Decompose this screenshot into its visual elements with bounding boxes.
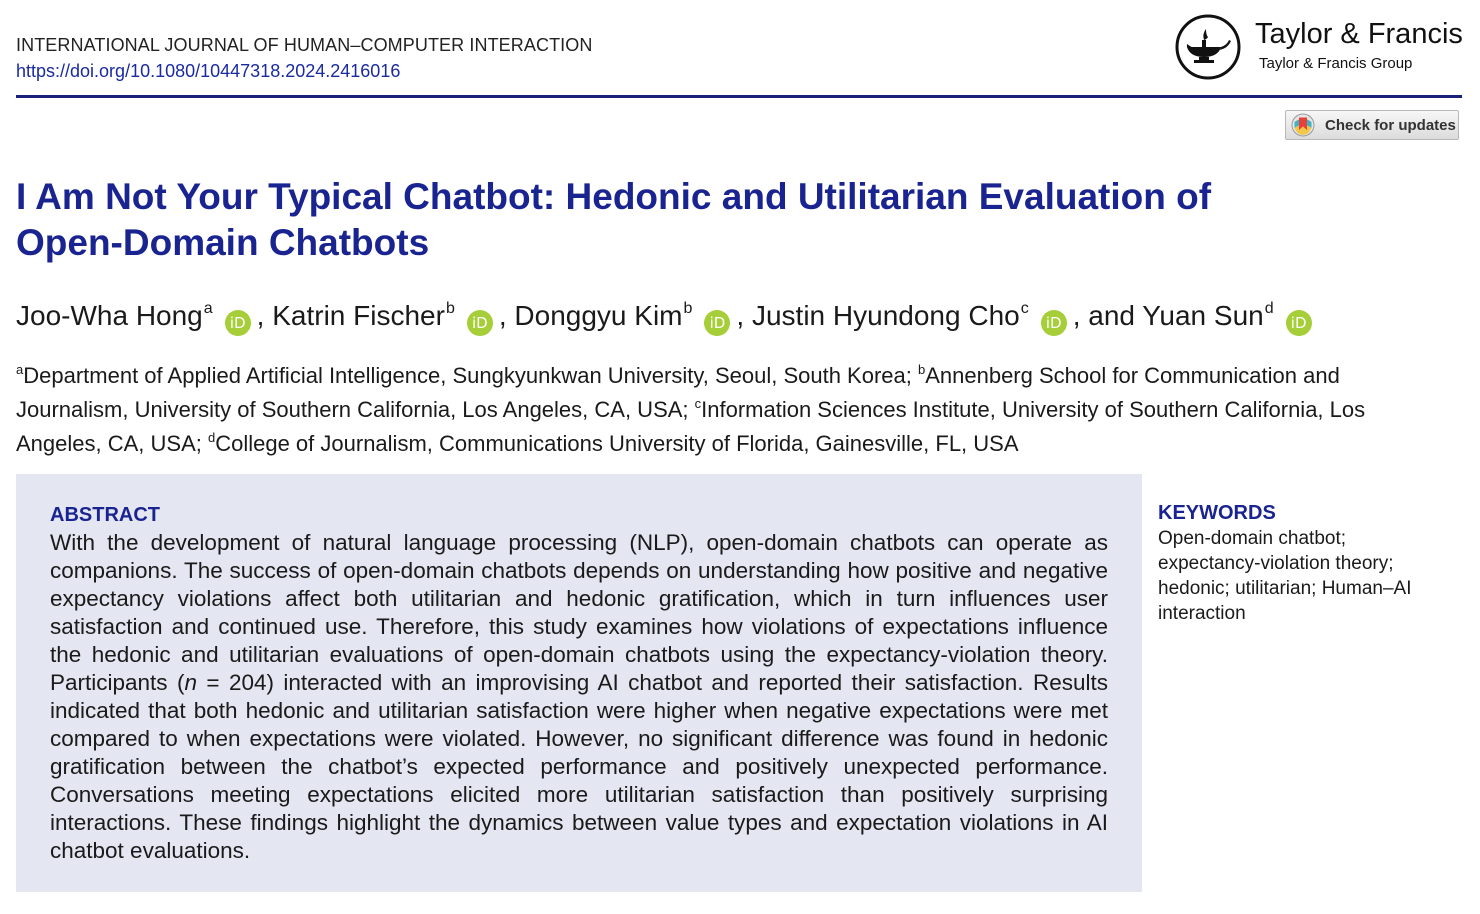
keywords-text: Open-domain chatbot; expectancy-violation theory; hedonic; utilitarian; Human–AI interaction bbox=[1158, 528, 1412, 624]
publisher-name: Taylor & Francis bbox=[1255, 18, 1463, 50]
author-separator: , and bbox=[1072, 300, 1143, 331]
abstract-text: With the development of natural language processing (NLP), open-domain chatbots can operate as companions. The success of open-domain chatbots depends on understanding how positive and negative expectancy violations affect both utilitarian and hedonic gratification, which in turn influences user satisfaction and continued use. Therefore, this study examines how violations of expectations influence the hedonic and utilitarian evaluations of open-domain chatbots using the expectancy-violation theory. Participants (n = 204) interacted with an improvising AI chatbot and reported their satisfaction. Results indicated that both hedonic and utilitarian satisfaction were higher when negative expectations were met compared to when expectations were violated. However, no significant difference was found in hedonic gratification between the chatbot’s expected performance and positively unexpected performance. Conversations meeting expectations elicited more utilitarian satisfaction than positively surprising interactions. These findings highlight the dynamics between value types and expectation violations in AI chatbot evaluations. bbox=[50, 530, 1108, 863]
author-separator: , bbox=[736, 300, 752, 331]
orcid-icon[interactable]: iD bbox=[704, 310, 730, 336]
author-separator: , bbox=[256, 300, 273, 331]
author-separator: , bbox=[498, 300, 515, 331]
author-list bbox=[16, 300, 1318, 336]
doi-link[interactable]: https://doi.org/10.1080/10447318.2024.2416016 bbox=[16, 61, 401, 81]
author-affiliation-mark: a bbox=[203, 300, 213, 317]
affiliation-text: Annenberg School for Communication and Journalism, University of Southern California, Los Angeles, CA, USA; bbox=[16, 363, 1340, 422]
author-affiliation-mark: c bbox=[1020, 300, 1029, 317]
orcid-icon[interactable]: iD bbox=[225, 310, 251, 336]
publisher-logo[interactable] bbox=[1175, 14, 1465, 84]
affiliation-mark: d bbox=[207, 430, 216, 445]
affiliation-text: Department of Applied Artificial Intelligence, Sungkyunkwan University, Seoul, South Korea; bbox=[23, 363, 918, 388]
affiliation-mark: a bbox=[16, 362, 24, 377]
author-name[interactable]: Yuan Sun bbox=[1142, 300, 1264, 331]
header-divider bbox=[16, 95, 1462, 98]
orcid-icon[interactable]: iD bbox=[1041, 310, 1067, 336]
affiliations bbox=[16, 356, 1396, 458]
author-name[interactable]: Joo-Wha Hong bbox=[16, 300, 203, 331]
check-for-updates-button[interactable] bbox=[1285, 110, 1459, 140]
orcid-icon[interactable]: iD bbox=[467, 310, 493, 336]
lamp-emblem-icon bbox=[1175, 14, 1241, 80]
abstract-heading: ABSTRACT bbox=[50, 504, 160, 526]
sample-size-symbol: n bbox=[184, 670, 197, 695]
article-title: I Am Not Your Typical Chatbot: Hedonic and Utilitarian Evaluation of Open-Domain Chatbots bbox=[16, 176, 1212, 263]
author-affiliation-mark: b bbox=[683, 300, 693, 317]
affiliation-mark: c bbox=[694, 396, 702, 411]
author-name[interactable]: Justin Hyundong Cho bbox=[751, 300, 1020, 331]
orcid-icon[interactable]: iD bbox=[1286, 310, 1312, 336]
publisher-group: Taylor & Francis Group bbox=[1259, 55, 1413, 72]
check-for-updates-label: Check for updates bbox=[1325, 116, 1456, 134]
author-name[interactable]: Katrin Fischer bbox=[272, 300, 445, 331]
affiliation-text: College of Journalism, Communications University of Florida, Gainesville, FL, USA bbox=[215, 431, 1019, 456]
crossmark-icon bbox=[1291, 113, 1315, 137]
author-affiliation-mark: d bbox=[1264, 300, 1274, 317]
author-name[interactable]: Donggyu Kim bbox=[514, 300, 683, 331]
keywords-heading: KEYWORDS bbox=[1158, 502, 1276, 524]
abstract-panel bbox=[16, 474, 1142, 892]
affiliation-text: Information Sciences Institute, University of Southern California, Los Angeles, CA, USA; bbox=[16, 397, 1366, 456]
affiliation-mark: b bbox=[917, 362, 926, 377]
author-affiliation-mark: b bbox=[445, 300, 455, 317]
journal-name: INTERNATIONAL JOURNAL OF HUMAN–COMPUTER INTERACTION bbox=[16, 35, 593, 55]
